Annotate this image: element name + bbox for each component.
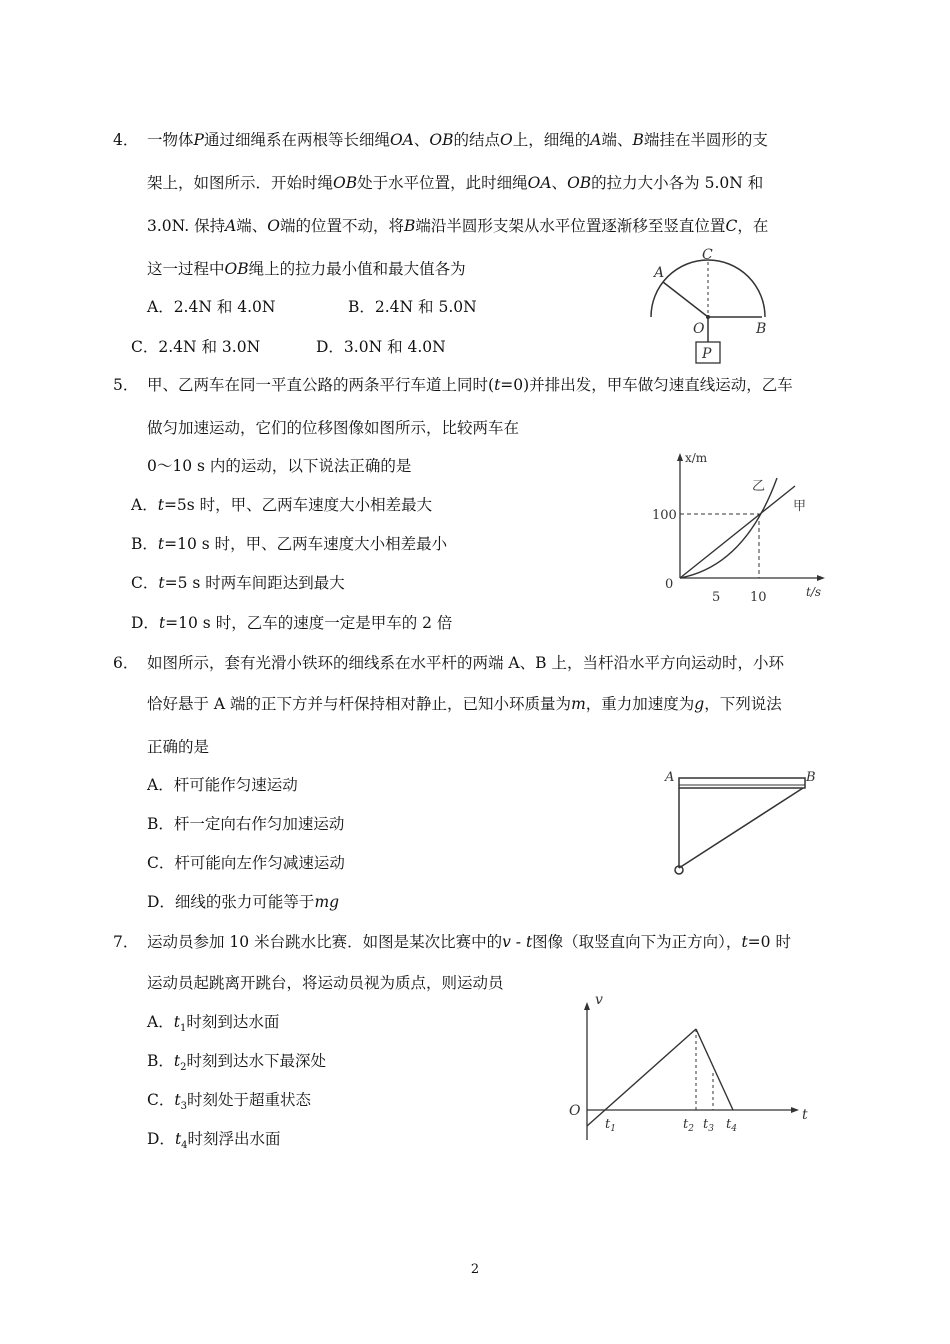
tick-label-100: 100 <box>652 508 677 523</box>
option-c[interactable]: C．2.4N 和 3.0N <box>131 338 261 356</box>
option-b[interactable]: B．t=10 s 时，甲、乙两车速度大小相差最小 <box>131 535 448 553</box>
option-a[interactable]: A．2.4N 和 4.0N <box>147 298 276 316</box>
option-b[interactable]: B．杆一定向右作匀加速运动 <box>147 815 345 833</box>
option-d[interactable]: D．$t_4$时刻浮出水面 <box>147 1130 281 1152</box>
option-c[interactable]: C．t=5 s 时两车间距达到最大 <box>131 574 345 592</box>
option-a[interactable]: A．杆可能作匀速运动 <box>147 776 298 794</box>
question-number: 4． <box>113 131 139 149</box>
tick-t1: $t_1$ <box>605 1117 616 1134</box>
v-axis-label: v <box>595 992 603 1008</box>
option-a[interactable]: A．$t_1$时刻到达水面 <box>147 1013 280 1035</box>
question-text-line: 这一过程中OB绳上的拉力最小值和最大值各为 <box>147 260 466 278</box>
t-axis-label: t <box>802 1107 808 1123</box>
label-p: P <box>702 346 712 362</box>
y-axis-arrow <box>677 453 683 461</box>
option-b[interactable]: B．2.4N 和 5.0N <box>348 298 477 316</box>
tick-label-10: 10 <box>750 590 767 605</box>
velocity-time-graph <box>565 988 815 1148</box>
label-o: O <box>693 321 705 337</box>
origin-label: 0 <box>665 577 674 592</box>
tick-t4: $t_4$ <box>726 1117 737 1134</box>
label-a: A <box>665 770 675 785</box>
tick-t3: $t_3$ <box>703 1117 714 1134</box>
rod-ring-figure <box>665 768 825 883</box>
option-d[interactable]: D．细线的张力可能等于mg <box>147 893 340 911</box>
rope-oa <box>663 282 708 317</box>
horizontal-rod <box>679 778 805 788</box>
question-text-line: 运动员起跳离开跳台，将运动员视为质点，则运动员 <box>147 974 504 992</box>
option-d[interactable]: D．t=10 s 时，乙车的速度一定是甲车的 2 倍 <box>131 614 453 632</box>
question-number: 6． <box>113 654 139 672</box>
question-text-line: 一物体P通过细绳系在两根等长细绳OA、OB的结点O上，细绳的A端、B端挂在半圆形的支 <box>147 131 768 149</box>
question-text-line: 架上，如图所示．开始时绳OB处于水平位置，此时细绳OA、OB的拉力大小各为 5.0N 和 <box>147 174 764 192</box>
question-text-line: 甲、乙两车在同一平直公路的两条平行车道上同时(t=0)并排出发，甲车做匀速直线运动，乙车 <box>147 376 793 394</box>
v-axis-arrow <box>584 1002 590 1010</box>
x-axis-label: t/s <box>806 585 822 599</box>
displacement-time-graph <box>652 448 835 608</box>
string-b-to-ring <box>679 788 803 868</box>
question-text-line: 运动员参加 10 米台跳水比赛．如图是某次比赛中的v - t图像（取竖直向下为正方向），t=0 时 <box>147 933 791 951</box>
question-text-line: 正确的是 <box>147 738 210 756</box>
option-a[interactable]: A．t=5s 时，甲、乙两车速度大小相差最大 <box>131 496 433 514</box>
tick-label-5: 5 <box>712 590 721 605</box>
semicircle-support-figure <box>640 245 780 370</box>
curve-label-yi: 乙 <box>752 479 766 494</box>
knot-o <box>706 315 710 319</box>
question-text-line: 恰好悬于 A 端的正下方并与杆保持相对静止，已知小环质量为m，重力加速度为g，下列说法 <box>147 695 782 713</box>
line-label-jia: 甲 <box>793 499 807 514</box>
label-b: B <box>756 321 767 337</box>
rising-segment <box>587 1029 696 1126</box>
option-c[interactable]: C．$t_3$时刻处于超重状态 <box>147 1091 311 1113</box>
question-text-line: 3.0N. 保持A端、O端的位置不动，将B端沿半圆形支架从水平位置逐渐移至竖直位置C，在 <box>147 217 769 235</box>
question-number: 7． <box>113 933 139 951</box>
origin-label: O <box>569 1103 581 1119</box>
option-c[interactable]: C．杆可能向左作匀减速运动 <box>147 854 345 872</box>
page-number: 2 <box>470 1262 480 1277</box>
label-c: C <box>702 247 713 263</box>
tick-t2: $t_2$ <box>683 1117 694 1134</box>
falling-segment <box>696 1029 733 1110</box>
label-a: A <box>654 265 665 281</box>
t-axis-arrow <box>791 1107 799 1113</box>
option-d[interactable]: D．3.0N 和 4.0N <box>316 338 446 356</box>
line-jia <box>680 486 795 578</box>
x-axis-arrow <box>817 575 825 581</box>
option-b[interactable]: B．$t_2$时刻到达水下最深处 <box>147 1052 327 1074</box>
label-b: B <box>806 770 816 785</box>
question-number: 5． <box>113 376 139 394</box>
question-text-line: 如图所示，套有光滑小铁环的细线系在水平杆的两端 A、B 上，当杆沿水平方向运动时，小环 <box>147 654 784 672</box>
question-text-line: 0～10 s 内的运动，以下说法正确的是 <box>147 457 412 475</box>
y-axis-label: x/m <box>685 451 708 465</box>
question-text-line: 做匀加速运动，它们的位移图像如图所示，比较两车在 <box>147 419 520 437</box>
